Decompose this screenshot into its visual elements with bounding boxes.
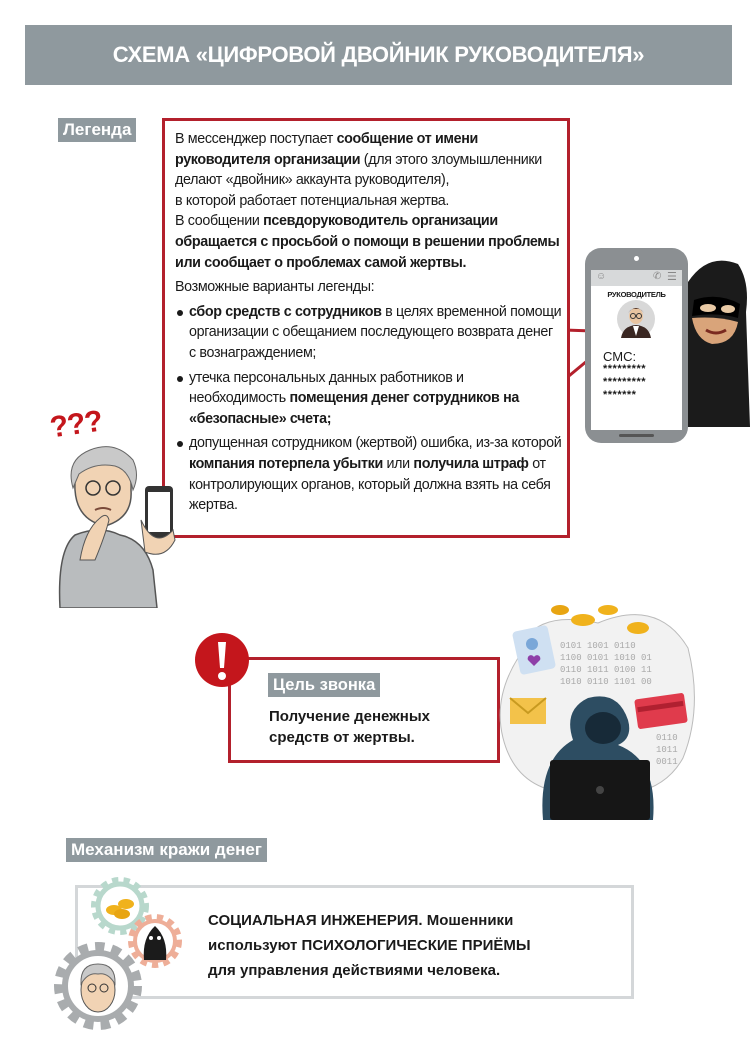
legend-tag: Легенда — [58, 118, 136, 142]
legend-text — [175, 129, 563, 516]
svg-text:1010 0110 1101 00: 1010 0110 1101 00 — [560, 677, 652, 687]
text-segment: или — [382, 455, 414, 472]
legend-intro: Возможные варианты легенды: — [175, 279, 375, 296]
sms-line: ******* — [603, 389, 637, 401]
legend-paragraph — [175, 211, 563, 273]
text-segment: от контролирующих органов, который должна взять на себя жертва. — [189, 455, 551, 514]
sms-masked-text — [603, 363, 646, 402]
mechanism-line: СОЦИАЛЬНАЯ ИНЖЕНЕРИЯ. Мошенники — [208, 912, 514, 929]
text-segment: (для этого злоумышленники делают «двойник» аккаунта руководителя), — [175, 151, 542, 189]
goal-box — [228, 657, 500, 763]
phone-home-bar — [619, 434, 654, 437]
mechanism-line: используют ПСИХОЛОГИЧЕСКИЕ ПРИЁМЫ — [208, 937, 531, 954]
mechanism-line: для управления действиями человека. — [208, 962, 501, 979]
text-segment: В мессенджер поступает — [175, 131, 337, 147]
contact-name: РУКОВОДИТЕЛЬ — [607, 290, 666, 299]
svg-text:0110 1011 0100 11: 0110 1011 0100 11 — [560, 665, 652, 675]
sms-line: ********* — [603, 363, 647, 375]
goal-tag: Цель звонка — [268, 673, 380, 697]
text-segment: допущенная сотрудником (жертвой) ошибка, из-за которой — [189, 435, 562, 452]
svg-text:0011: 0011 — [656, 757, 678, 767]
manager-avatar — [617, 300, 655, 338]
svg-text:0101 1001 0110: 0101 1001 0110 — [560, 641, 636, 651]
svg-text:1011: 1011 — [656, 745, 678, 755]
question-marks: ??? — [47, 404, 104, 445]
list-item — [175, 302, 563, 364]
thief-gear-icon — [132, 918, 178, 964]
text-segment: в целях временной помощи организации с обещанием последующего возврата денег с вознаграждением; — [189, 303, 562, 361]
legend-paragraph — [175, 129, 563, 191]
svg-text:0110: 0110 — [656, 733, 678, 743]
profile-icon: ☺ — [596, 271, 607, 282]
confused-man-illustration — [45, 440, 185, 608]
phone-status-bar — [591, 270, 682, 286]
bold-segment: получила штраф — [413, 455, 529, 472]
page-title: СХЕМА «ЦИФРОВОЙ ДВОЙНИК РУКОВОДИТЕЛЯ» — [112, 42, 645, 67]
goal-line: средств от жертвы. — [269, 729, 415, 746]
phone-camera — [634, 256, 639, 261]
bold-segment: сообщение от имени руководителя организации — [175, 131, 478, 168]
phone-call-icon: ✆ — [653, 271, 662, 282]
phone-screen — [591, 270, 682, 430]
victim-gear-icon — [60, 948, 136, 1024]
exclamation-icon — [194, 632, 250, 688]
list-item — [175, 433, 563, 515]
legend-box — [162, 118, 570, 538]
text-segment: утечка персональных данных работников и необходимость — [189, 369, 464, 407]
goal-line: Получение денежных — [269, 708, 431, 725]
svg-text:1100 0101 1010 01: 1100 0101 1010 01 — [560, 653, 652, 663]
list-item — [175, 368, 563, 430]
mechanism-tag: Механизм кражи денег — [66, 838, 267, 862]
text-segment: В сообщении — [175, 213, 264, 230]
mechanism-text — [208, 908, 531, 983]
bold-segment: псевдоруководитель организации обращается с просьбой о помощи в решении проблемы или сообщает о проблемах самой жертвы. — [175, 213, 560, 271]
gears-illustration — [50, 868, 190, 1038]
legend-variants-list — [175, 302, 563, 516]
bold-segment: помещения денег сотрудников на «безопасные» счета; — [189, 390, 519, 427]
page-title-bar — [25, 25, 732, 85]
goal-text — [269, 706, 430, 748]
phone-illustration — [585, 248, 688, 443]
bold-segment: сбор средств с сотрудников — [189, 303, 382, 320]
bold-segment: компания потерпела убытки — [189, 455, 383, 472]
legend-paragraph: в которой работает потенциальная жертва. — [175, 192, 450, 209]
menu-icon: ☰ — [667, 271, 677, 283]
sms-label: СМС: — [603, 349, 637, 364]
sms-line: ********* — [603, 376, 647, 388]
hacker-illustration — [488, 598, 703, 824]
